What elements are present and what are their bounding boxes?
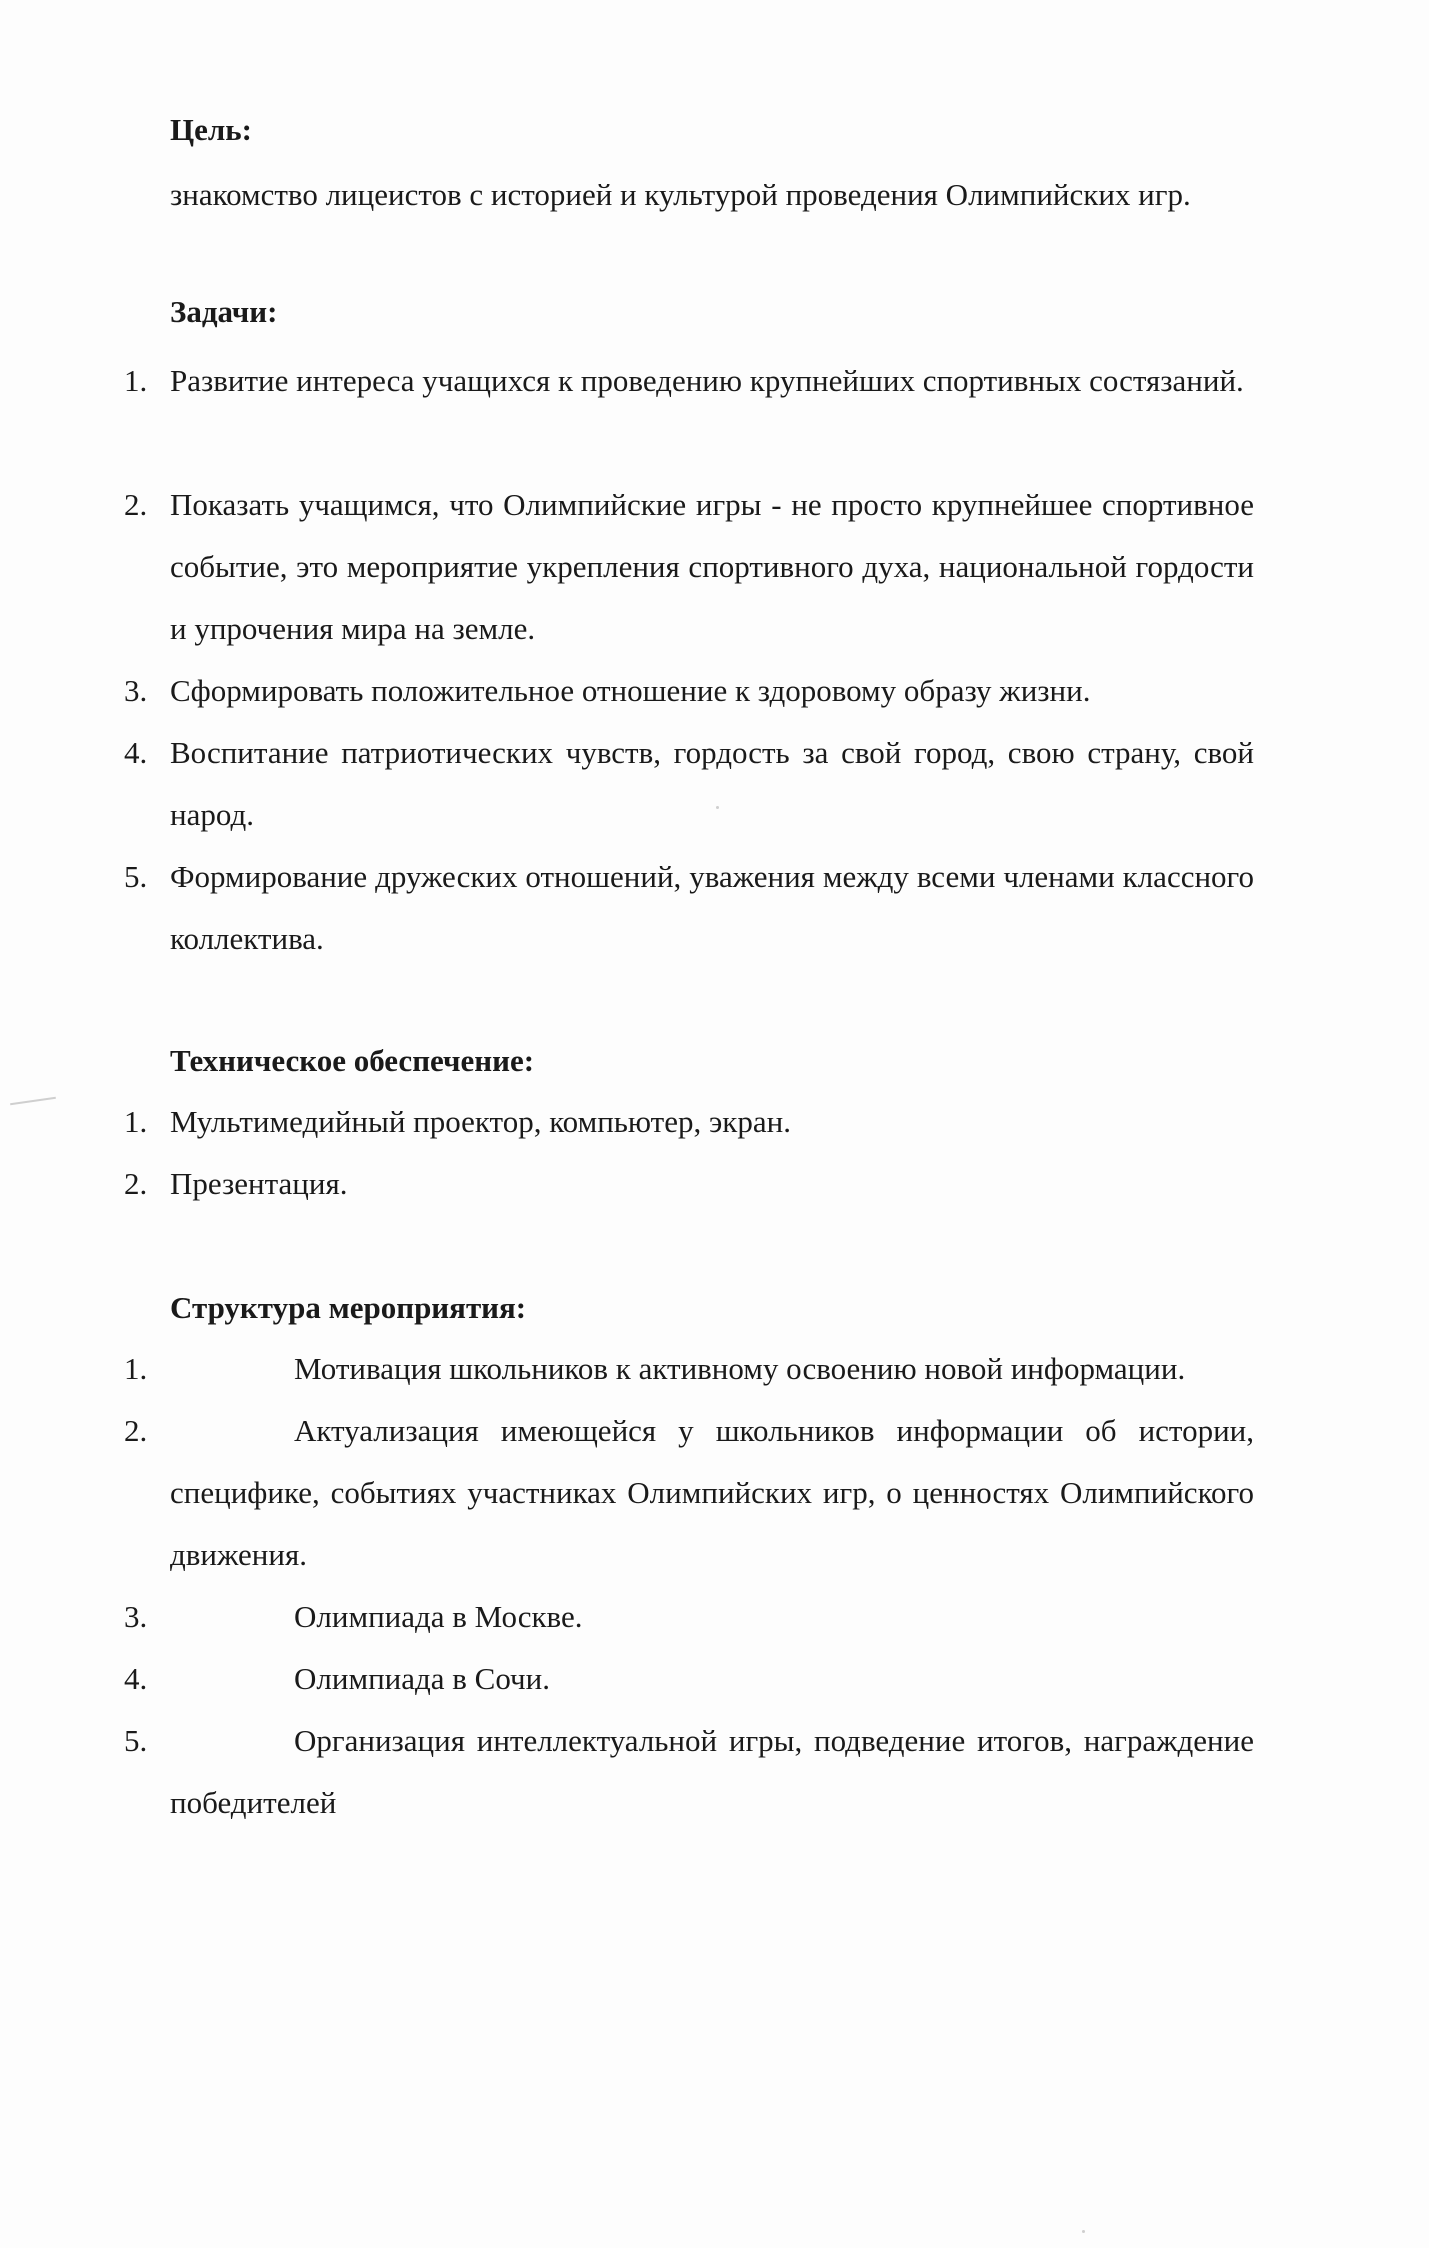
structure-text: Мотивация школьников к активному освоению новой информации. <box>294 1351 1186 1386</box>
structure-text: Олимпиада в Москве. <box>294 1599 583 1634</box>
tech-number: 2. <box>124 1166 148 1201</box>
task-item-5 <box>124 846 1254 970</box>
tasks-heading: Задачи: <box>170 294 278 329</box>
structure-text: Олимпиада в Сочи. <box>294 1661 550 1696</box>
structure-text: Актуализация имеющейся у школьников информации об истории, специфике, событиях участниках Олимпийских игр, о ценностях Олимпийского движения. <box>170 1413 1254 1572</box>
structure-number: 1. <box>124 1351 148 1386</box>
task-number: 3. <box>124 673 148 708</box>
structure-heading: Структура мероприятия: <box>170 1290 527 1325</box>
tech-heading: Техническое обеспечение: <box>170 1043 535 1078</box>
tech-text: Мультимедийный проектор, компьютер, экран. <box>170 1104 791 1139</box>
task-text: Сформировать положительное отношение к здоровому образу жизни. <box>170 673 1091 708</box>
structure-number: 3. <box>124 1599 148 1634</box>
task-text: Развитие интереса учащихся к проведению крупнейших спортивных состязаний. <box>170 363 1244 398</box>
structure-item-4 <box>124 1648 1254 1710</box>
goal-heading: Цель: <box>170 112 252 147</box>
scan-dot <box>716 806 719 809</box>
structure-number: 2. <box>124 1413 148 1448</box>
task-item-2 <box>124 474 1254 660</box>
tech-text: Презентация. <box>170 1166 348 1201</box>
structure-number: 5. <box>124 1723 148 1758</box>
structure-item-3 <box>124 1586 1254 1648</box>
structure-item-5 <box>124 1710 1254 1834</box>
structure-item-2 <box>124 1400 1254 1586</box>
task-item-3 <box>124 660 1254 722</box>
task-number: 1. <box>124 363 148 398</box>
task-item-4 <box>124 722 1254 846</box>
task-text: Формирование дружеских отношений, уважения между всеми членами классного коллектива. <box>170 859 1254 956</box>
tech-item-1 <box>124 1091 1254 1153</box>
tech-item-2 <box>124 1153 1254 1215</box>
task-number: 4. <box>124 735 148 770</box>
task-number: 2. <box>124 487 148 522</box>
scan-dot <box>1082 2230 1085 2233</box>
task-text: Показать учащимся, что Олимпийские игры - не просто крупнейшее спортивное событие, это мероприятие укрепления спортивного духа, национальной гордости и упрочения мира на земле. <box>170 487 1254 646</box>
scan-mark <box>10 1097 56 1105</box>
structure-text: Организация интеллектуальной игры, подведение итогов, награждение победителей <box>170 1723 1254 1820</box>
task-item-1 <box>124 350 1254 412</box>
structure-item-1 <box>124 1338 1254 1400</box>
goal-text: знакомство лицеистов с историей и культурой проведения Олимпийских игр. <box>170 177 1191 212</box>
task-number: 5. <box>124 859 148 894</box>
tech-number: 1. <box>124 1104 148 1139</box>
task-text: Воспитание патриотических чувств, гордость за свой город, свою страну, свой народ. <box>170 735 1254 832</box>
structure-number: 4. <box>124 1661 148 1696</box>
